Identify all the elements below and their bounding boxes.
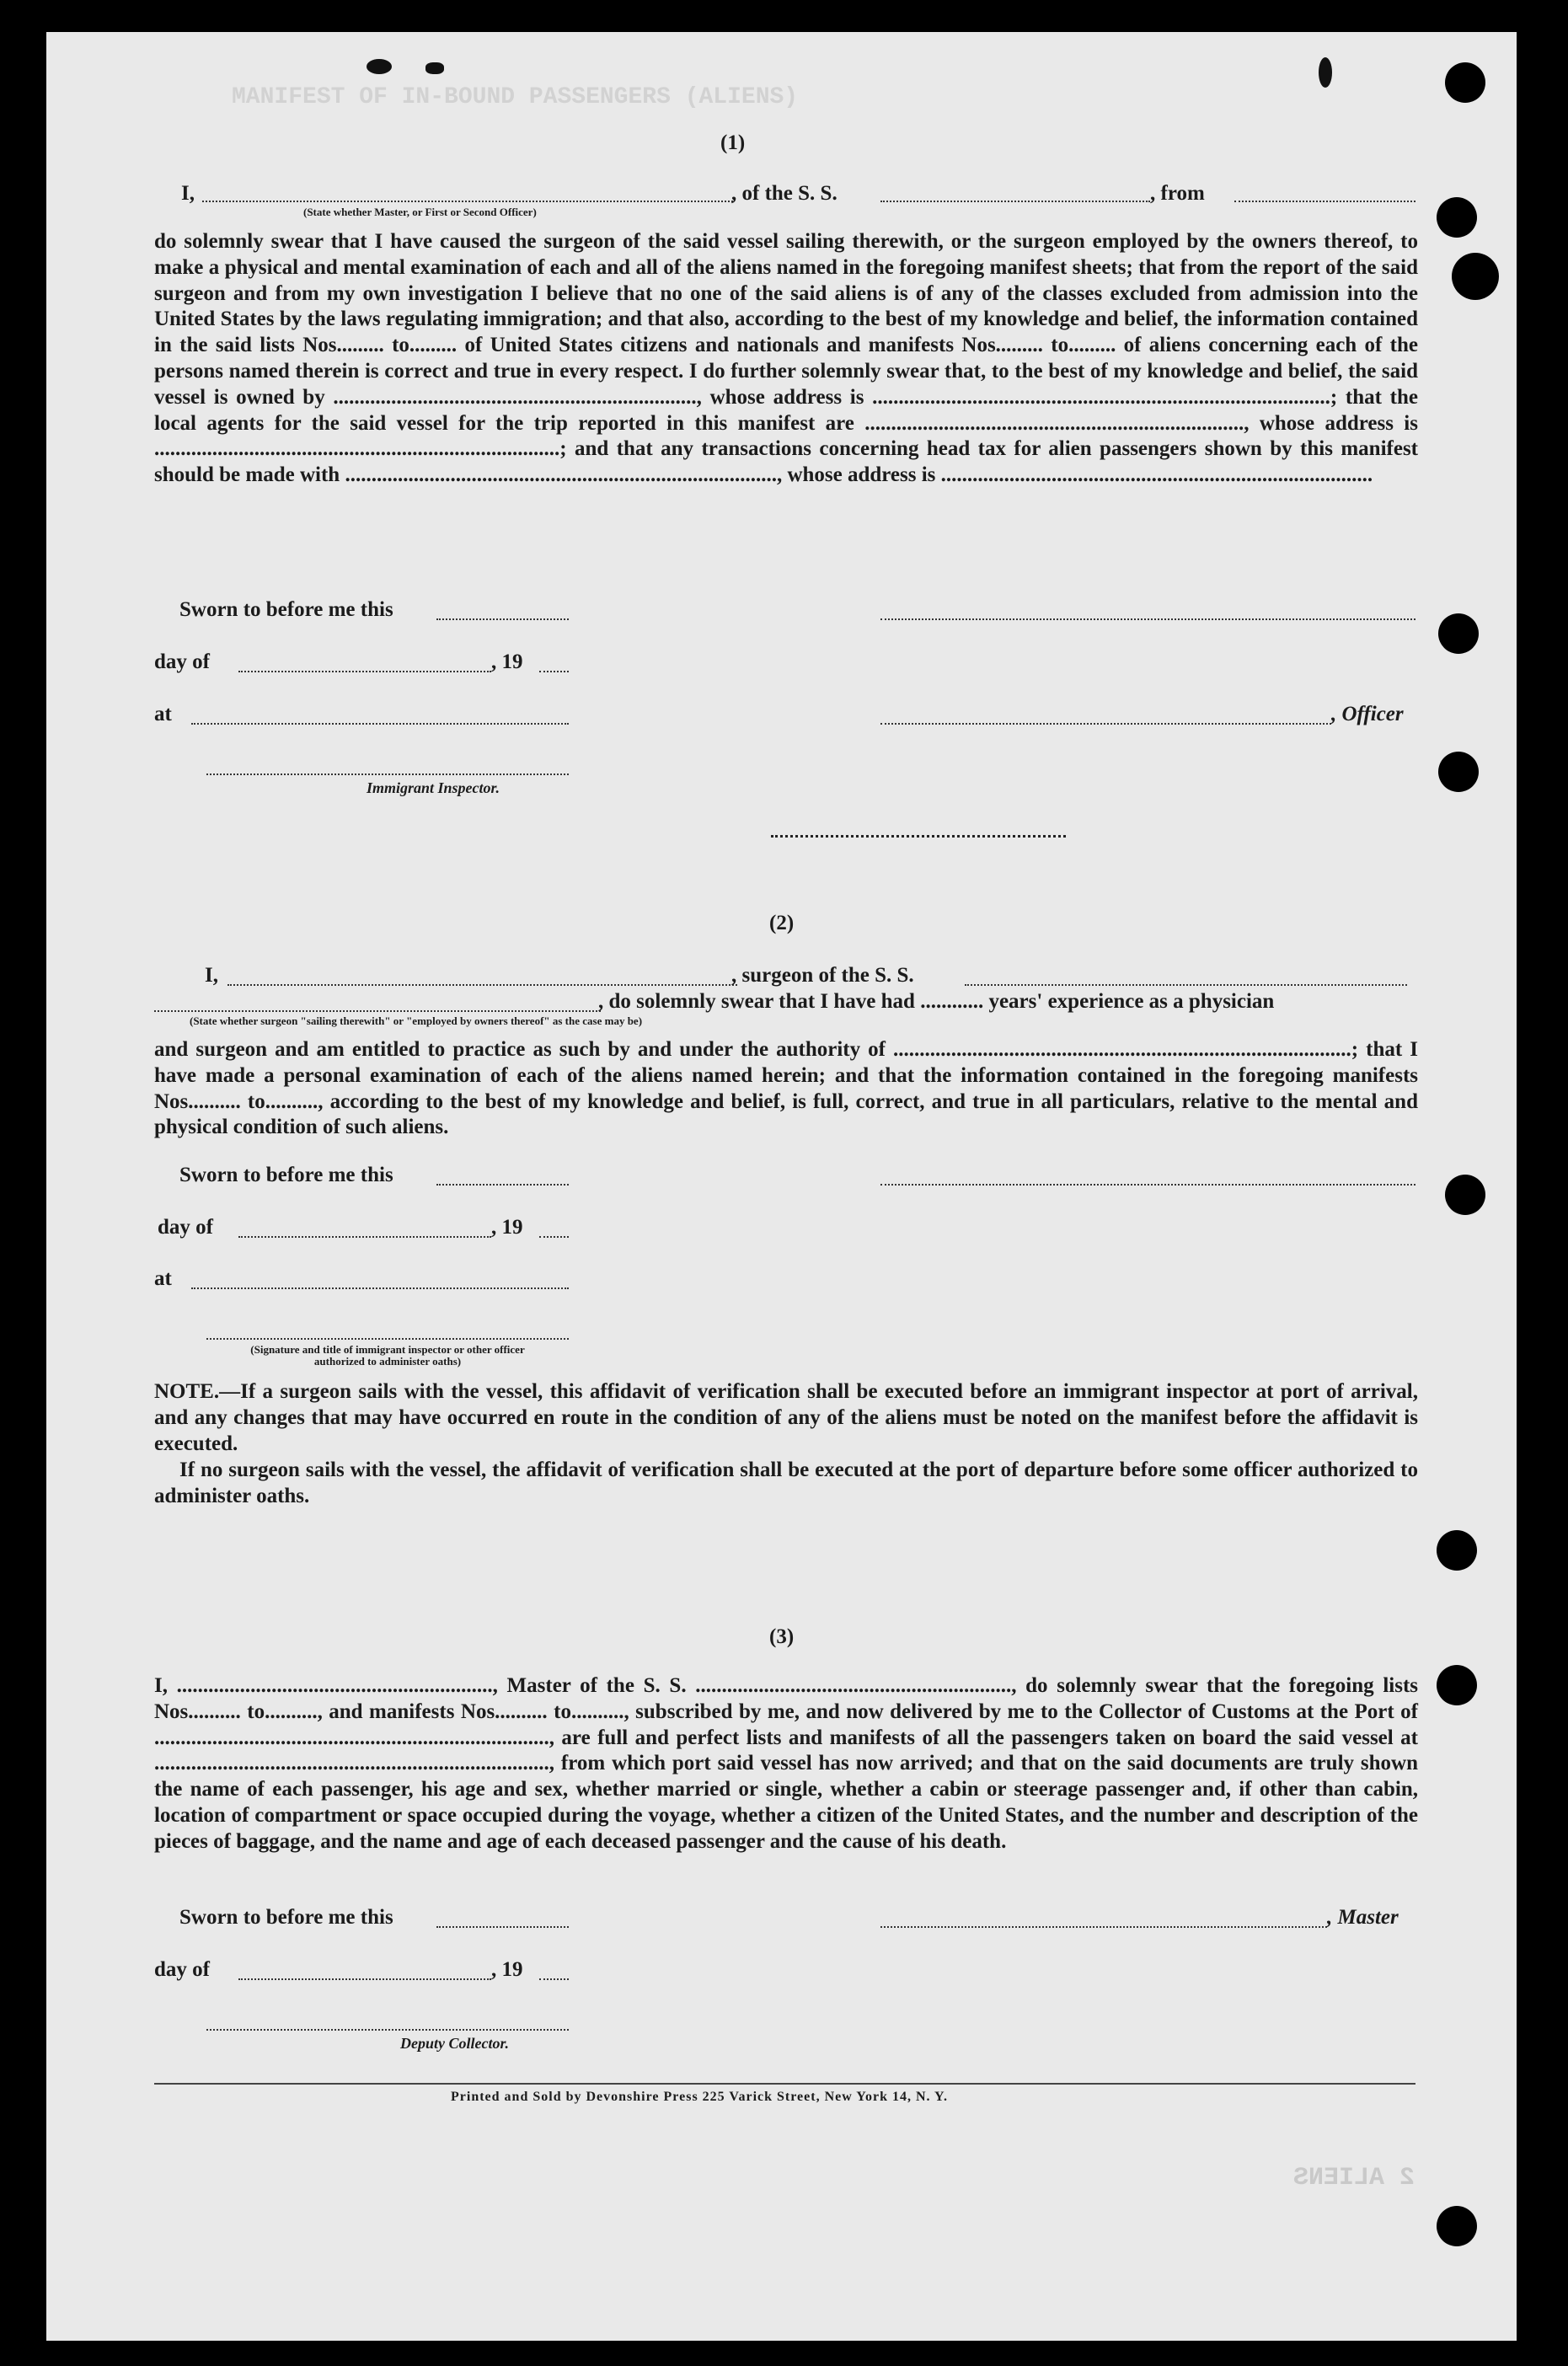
at-label: at — [154, 703, 172, 725]
day-of-field-3 — [238, 1978, 491, 1980]
section-3-number: (3) — [769, 1625, 795, 1648]
master-signature-field — [880, 1926, 1327, 1928]
bleed-through-header: MANIFEST OF IN-BOUND PASSENGERS (ALIENS) — [232, 84, 799, 110]
sworn-date-field-3 — [436, 1926, 569, 1928]
sworn-date-field-2 — [436, 1184, 569, 1186]
year-label-2: , 19 — [491, 1216, 523, 1239]
surgeon-name-field — [227, 984, 737, 986]
authorized-officer-signature-field — [206, 1338, 569, 1340]
master-name-field — [202, 201, 733, 202]
officer-signature-field — [880, 618, 1415, 620]
day-of-field-2 — [238, 1236, 491, 1238]
punch-hole — [1438, 752, 1479, 792]
section-1-from: , from — [1150, 182, 1205, 205]
section-1-of-ss: , of the S. S. — [731, 182, 838, 205]
officer-label: , Officer — [1331, 703, 1404, 725]
at-label-2: at — [154, 1267, 172, 1290]
sworn-label: Sworn to before me this — [179, 598, 393, 621]
surgeon-note-paragraph: NOTE.—If a surgeon sails with the vessel, this affidavit of verification shall be executed before an immigrant inspector at port of arrival, and any changes that may have occurred en route in the condition of any of the aliens must be noted on the manifest before the affidavit is executed. — [154, 1380, 1418, 1455]
authorized-officer-caption: (Signature and title of immigrant inspector or other officer authorized to administer oaths) — [250, 1343, 525, 1368]
section-2-number: (2) — [769, 912, 795, 934]
section-2-line2: , do solemnly swear that I have had ............ years' experience as a physician — [598, 990, 1275, 1013]
surgeon-signature-field — [880, 1184, 1415, 1186]
section-3-body: I, ............................................................, Master of the S. S. ............................................................, do solemnly swear that the foregoing lists Nos.......... to.........., and manifests Nos.......... to.........., subscribed by me, and now delivered by me to the Collector of Customs at the Port of ..........................................................................., are full and perfect lists and manifests of all the passengers taken on board the said vessel at ..........................................................................., from which port said vessel has now arrived; and that on the said documents are truly shown the name of each passenger, his age and sex, whether married or single, whether a cabin or steerage passenger and, if other than cabin, location of compartment or space occupied during the voyage, whether a citizen of the United States, and the number and description of the pieces of baggage, and the name and age of each deceased passenger and the cause of his death. — [154, 1674, 1418, 1853]
collector-signature-field — [206, 2029, 569, 2031]
punch-hole — [1437, 2206, 1477, 2246]
section-2-body: and surgeon and am entitled to practice as such by and under the authority of .......................................................................................; that I have made a personal examination of each of the aliens named herein; and that the information contained in the foregoing manifests Nos.......... to.........., according to the best of my knowledge and belief, is full, correct, and true in all particulars, relative to the mental and physical condition of such aliens. — [154, 1038, 1418, 1139]
no-surgeon-note-paragraph: If no surgeon sails with the vessel, the affidavit of verification shall be executed at the port of departure before some officer authorized to administer oaths. — [154, 1459, 1418, 1507]
sworn-label-3: Sworn to before me this — [179, 1906, 393, 1929]
at-field — [191, 723, 569, 725]
day-of-field — [238, 671, 491, 672]
surgeon-type-field — [154, 1010, 601, 1012]
section-1-i: I, — [181, 182, 195, 205]
at-field-2 — [191, 1287, 569, 1289]
year-label-3: , 19 — [491, 1958, 523, 1981]
typed-dotted-line — [771, 835, 1066, 838]
section-2-i: I, — [205, 964, 218, 987]
from-port-field — [1234, 201, 1415, 202]
ink-mark — [367, 59, 392, 74]
year-field-3 — [539, 1978, 569, 1980]
punch-hole — [1445, 1175, 1485, 1215]
inspector-signature-field — [206, 774, 569, 775]
punch-hole — [1438, 613, 1479, 654]
punch-hole — [1445, 62, 1485, 103]
day-of-label: day of — [154, 650, 210, 673]
surgeon-type-note: (State whether surgeon "sailing therewith" or "employed by owners thereof" as the case may be) — [190, 1014, 643, 1027]
year-label: , 19 — [491, 650, 523, 673]
bleed-through-stamp: 2 ALIENS — [1293, 2164, 1415, 2192]
affidavit-page — [46, 32, 1517, 2341]
day-of-label-3: day of — [154, 1958, 210, 1981]
printer-footer: Printed and Sold by Devonshire Press 225 Varick Street, New York 14, N. Y. — [451, 2090, 949, 2104]
officer-title-field — [880, 723, 1331, 725]
footer-rule — [154, 2083, 1415, 2085]
surgeon-vessel-field — [965, 984, 1407, 986]
punch-hole — [1437, 1530, 1477, 1571]
immigrant-inspector-caption: Immigrant Inspector. — [367, 779, 500, 796]
section-1-number: (1) — [720, 131, 746, 154]
section-2-surgeon-ss: , surgeon of the S. S. — [731, 964, 914, 987]
punch-hole — [1452, 253, 1499, 300]
punch-hole — [1437, 1665, 1477, 1705]
section-1-body: do solemnly swear that I have caused the surgeon of the said vessel sailing therewith, or the surgeon employed by the owners thereof, to make a physical and mental examination of each and all of the aliens named in the foregoing manifest sheets; that from the report of the said surgeon and from my own investigation I believe that no one of the said aliens is of any of the classes excluded from admission into the United States by the laws regulating immigration; and that also, according to the best of my knowledge and belief, the information contained in the said lists Nos......... to......... of United States citizens and nationals and manifests Nos......... to......... of aliens concerning each of the persons named therein is correct and true in every respect. I do further solemnly swear that, to the best of my knowledge and belief, the said vessel is owned by ....................................................................., whose address is .......................................................................................; that the local agents for the said vessel for the trip reported in this manifest are ........................................................................, whose address is .............................................................................; and that any transactions concerning head tax for alien passengers shown by this manifest should be made with .................................................................................., whose address is .................................................................................. — [154, 230, 1418, 487]
vessel-name-field — [880, 201, 1150, 202]
year-field-2 — [539, 1236, 569, 1238]
ink-mark — [425, 62, 444, 74]
master-label: , Master — [1327, 1906, 1399, 1929]
sworn-label-2: Sworn to before me this — [179, 1164, 393, 1186]
deputy-collector-caption: Deputy Collector. — [400, 2035, 509, 2052]
day-of-label-2: day of — [158, 1216, 213, 1239]
punch-hole — [1437, 197, 1477, 238]
ink-mark — [1319, 57, 1332, 88]
section-1-officer-note: (State whether Master, or First or Second Officer) — [303, 206, 537, 218]
year-field — [539, 671, 569, 672]
sworn-date-field — [436, 618, 569, 620]
